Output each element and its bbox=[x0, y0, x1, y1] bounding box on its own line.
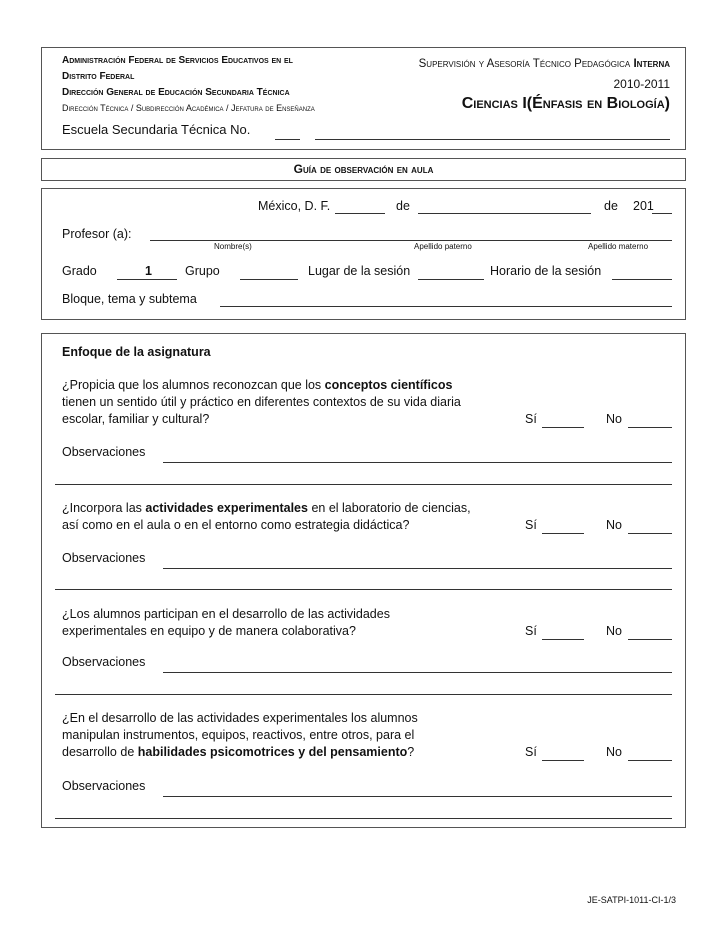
q2-si-label: Sí bbox=[525, 518, 537, 532]
q1-no-label: No bbox=[606, 412, 622, 426]
header-subject: Ciencias I(Énfasis en Biología) bbox=[461, 95, 670, 112]
profesor-label: Profesor (a): bbox=[62, 227, 132, 241]
header-left-line3: Dirección General de Educación Secundaria Técnica bbox=[62, 87, 290, 98]
year-line[interactable] bbox=[652, 213, 672, 214]
q2-no-label: No bbox=[606, 518, 622, 532]
form-title: Guía de observación en aula bbox=[293, 162, 434, 176]
horario-label: Horario de la sesión bbox=[490, 264, 602, 278]
place-label: México, D. F. bbox=[258, 199, 331, 213]
q3-divider bbox=[55, 694, 672, 695]
grupo-label: Grupo bbox=[185, 264, 220, 278]
header-left-line4: Dirección Técnica / Subdirección Académica / Jefatura de Enseñanza bbox=[62, 103, 315, 113]
grado-value: 1 bbox=[145, 264, 152, 278]
header-left-line1: Administración Federal de Servicios Educativos en el bbox=[62, 55, 293, 66]
q1-line1-bold: conceptos científicos bbox=[324, 378, 453, 392]
profesor-name-line[interactable] bbox=[150, 240, 672, 241]
header-year: 2010-2011 bbox=[613, 77, 670, 91]
q4-line1: ¿En el desarrollo de las actividades experimentales los alumnos bbox=[62, 711, 418, 725]
q1-line3: escolar, familiar y cultural? bbox=[62, 412, 210, 426]
q2-si-line[interactable] bbox=[542, 533, 584, 534]
q1-obs-line[interactable] bbox=[163, 462, 672, 463]
q2-obs-label: Observaciones bbox=[62, 551, 146, 565]
q4-line3-post: ? bbox=[407, 745, 415, 759]
q3-no-line[interactable] bbox=[628, 639, 672, 640]
q4-obs-line[interactable] bbox=[163, 796, 672, 797]
q4-line3 bbox=[62, 745, 414, 759]
year-prefix: 201 bbox=[633, 199, 654, 213]
q4-line3-bold: habilidades psicomotrices y del pensamiento bbox=[137, 745, 408, 759]
header-right-line1 bbox=[419, 58, 670, 70]
horario-line[interactable] bbox=[612, 279, 672, 280]
day-line[interactable] bbox=[335, 213, 385, 214]
school-name-line[interactable] bbox=[315, 139, 670, 140]
lugar-label: Lugar de la sesión bbox=[308, 264, 411, 278]
q2-divider bbox=[55, 589, 672, 590]
nombre-caption: Nombre(s) bbox=[214, 242, 252, 251]
q2-obs-line[interactable] bbox=[163, 568, 672, 569]
header-right-interna: Interna bbox=[633, 58, 670, 70]
ap-paterno-caption: Apellido paterno bbox=[414, 242, 472, 251]
q2-line1-post: en el laboratorio de ciencias, bbox=[307, 501, 471, 515]
q4-divider bbox=[55, 818, 672, 819]
grado-line[interactable] bbox=[117, 279, 177, 280]
q2-line1-pre: ¿Incorpora las bbox=[62, 501, 146, 515]
q1-line1-text: ¿Propicia que los alumnos reconozcan que los bbox=[62, 378, 325, 392]
q4-line2: manipulan instrumentos, equipos, reactivos, entre otros, para el bbox=[62, 728, 415, 742]
q3-obs-line[interactable] bbox=[163, 672, 672, 673]
q1-obs-label: Observaciones bbox=[62, 445, 146, 459]
section-title: Enfoque de la asignatura bbox=[62, 345, 211, 359]
bloque-label: Bloque, tema y subtema bbox=[62, 292, 197, 306]
q2-line1-bold: actividades experimentales bbox=[145, 501, 308, 515]
q1-no-line[interactable] bbox=[628, 427, 672, 428]
q1-line1 bbox=[62, 378, 452, 392]
q3-no-label: No bbox=[606, 624, 622, 638]
q4-no-label: No bbox=[606, 745, 622, 759]
q4-line3-pre: desarrollo de bbox=[62, 745, 138, 759]
q3-obs-label: Observaciones bbox=[62, 655, 146, 669]
q4-obs-label: Observaciones bbox=[62, 779, 146, 793]
grado-label: Grado bbox=[62, 264, 97, 278]
header-right-supervision: Supervisión y Asesoría Técnico Pedagógica bbox=[418, 58, 634, 70]
q1-si-line[interactable] bbox=[542, 427, 584, 428]
header-left-line2: Distrito Federal bbox=[62, 71, 135, 82]
q3-si-label: Sí bbox=[525, 624, 537, 638]
q2-line1 bbox=[62, 501, 471, 515]
lugar-line[interactable] bbox=[418, 279, 484, 280]
q3-line2: experimentales en equipo y de manera colaborativa? bbox=[62, 624, 356, 638]
grupo-line[interactable] bbox=[240, 279, 298, 280]
q3-si-line[interactable] bbox=[542, 639, 584, 640]
bloque-line[interactable] bbox=[220, 306, 672, 307]
ap-materno-caption: Apellido materno bbox=[588, 242, 649, 251]
q4-si-line[interactable] bbox=[542, 760, 584, 761]
q4-no-line[interactable] bbox=[628, 760, 672, 761]
q2-no-line[interactable] bbox=[628, 533, 672, 534]
q1-line2: tienen un sentido útil y práctico en diferentes contextos de su vida diaria bbox=[62, 395, 461, 409]
q1-divider bbox=[55, 484, 672, 485]
school-number-line[interactable] bbox=[275, 139, 300, 140]
school-label: Escuela Secundaria Técnica No. bbox=[62, 122, 251, 137]
de-label-1: de bbox=[396, 199, 410, 213]
footer-code: JE-SATPI-1011-CI-1/3 bbox=[587, 895, 676, 905]
q3-line1: ¿Los alumnos participan en el desarrollo de las actividades bbox=[62, 607, 390, 621]
q2-line2: así como en el aula o en el entorno como estrategia didáctica? bbox=[62, 518, 410, 532]
q1-si-label: Sí bbox=[525, 412, 537, 426]
month-line[interactable] bbox=[418, 213, 591, 214]
de-label-2: de bbox=[604, 199, 618, 213]
q4-si-label: Sí bbox=[525, 745, 537, 759]
